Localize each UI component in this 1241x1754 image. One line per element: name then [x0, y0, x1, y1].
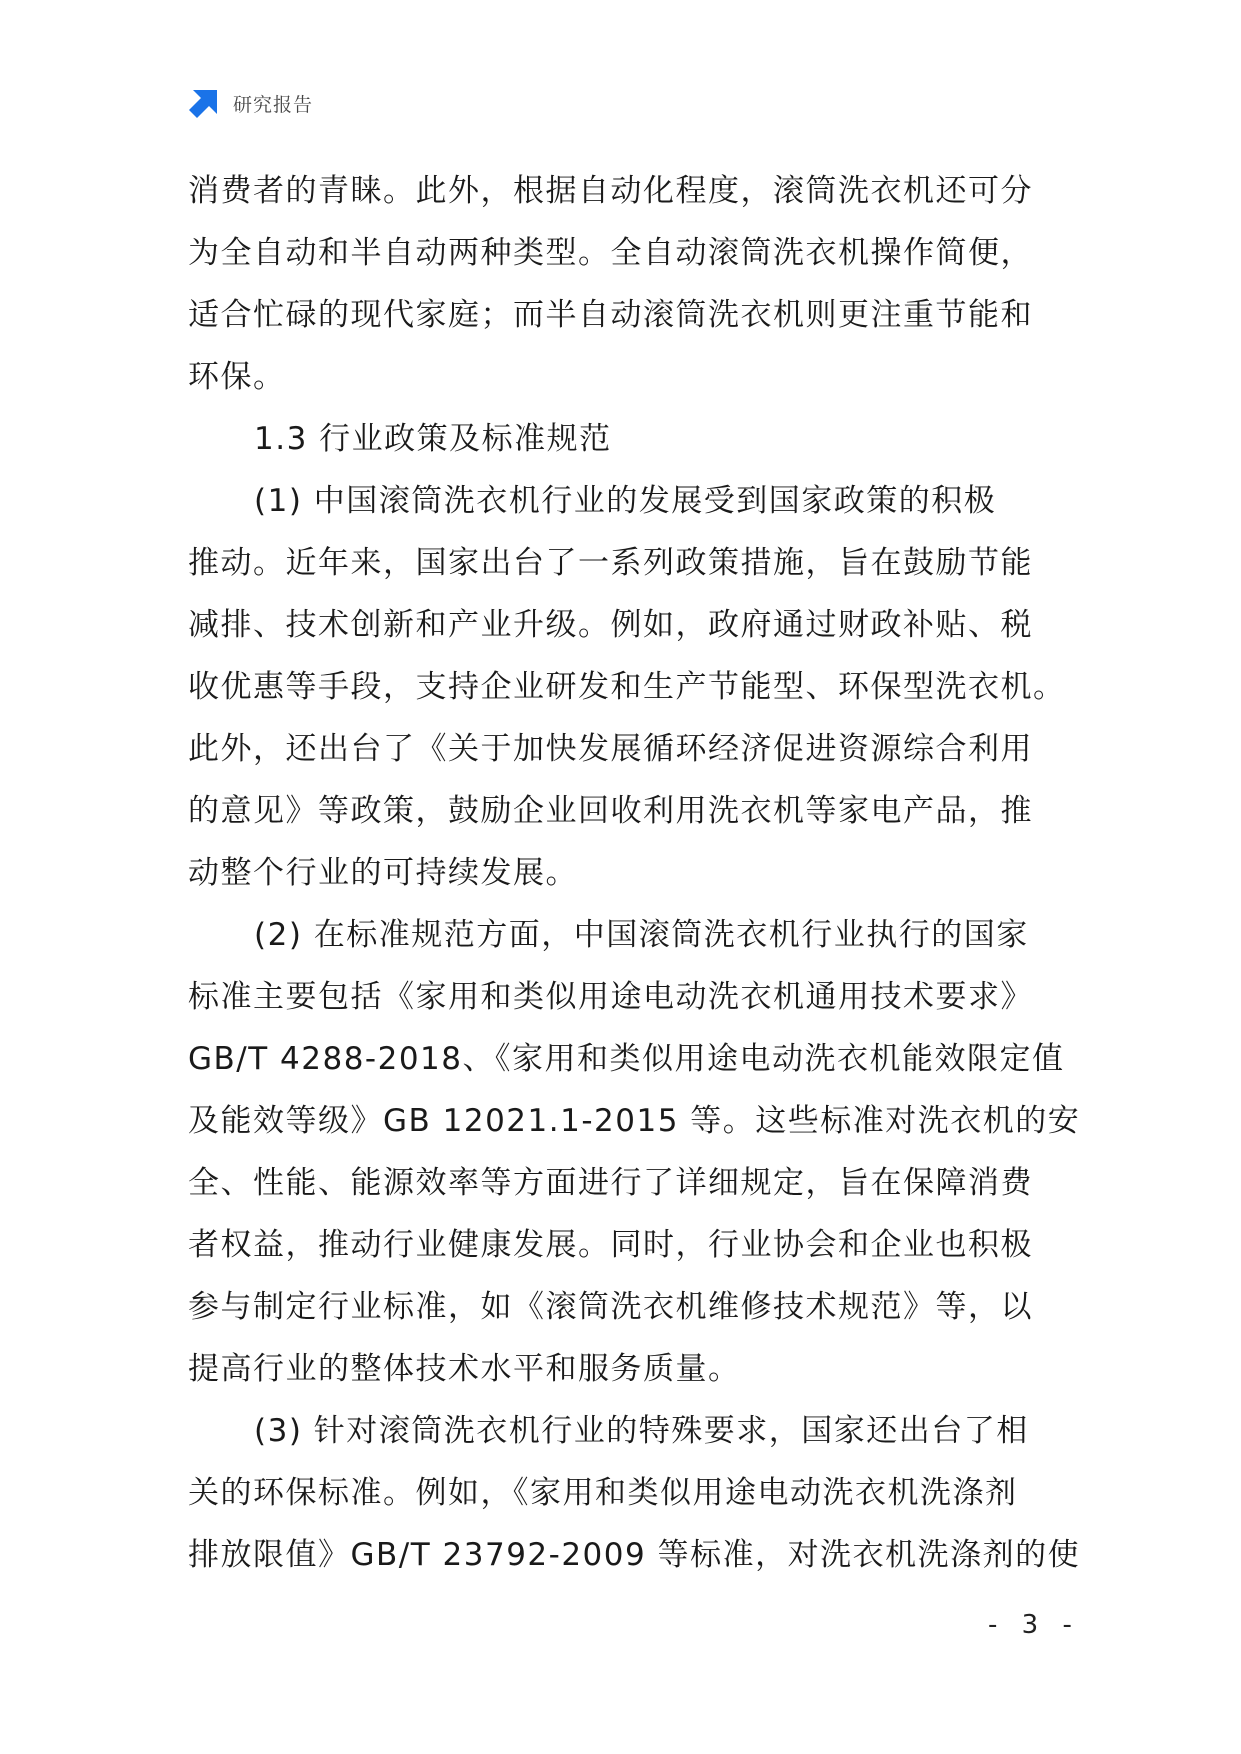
arrow-up-right-icon — [187, 86, 221, 120]
report-header — [187, 84, 313, 122]
text-line: 提高行业的整体技术水平和服务质量。 — [188, 1351, 741, 1387]
text-line: 动整个行业的可持续发展。 — [188, 855, 578, 891]
text-line: 及能效等级》GB 12021.1-2015 等。这些标准对洗衣机的安 — [188, 1103, 1081, 1139]
text-line: 消费者的青睐。此外，根据自动化程度，滚筒洗衣机还可分 — [188, 173, 1033, 209]
page-number: - 3 - — [988, 1610, 1080, 1640]
text-line: 参与制定行业标准，如《滚筒洗衣机维修技术规范》等，以 — [188, 1289, 1033, 1325]
text-line: 的意见》等政策，鼓励企业回收利用洗衣机等家电产品，推 — [188, 793, 1033, 829]
header-label: 研究报告 — [233, 93, 314, 116]
text-line: (3) 针对滚筒洗衣机行业的特殊要求，国家还出台了相 — [254, 1413, 1029, 1449]
text-line: 标准主要包括《家用和类似用途电动洗衣机通用技术要求》 — [188, 979, 1033, 1015]
text-line: 者权益，推动行业健康发展。同时，行业协会和企业也积极 — [188, 1227, 1033, 1263]
text-line: 环保。 — [188, 359, 286, 395]
text-line: 收优惠等手段，支持企业研发和生产节能型、环保型洗衣机。 — [188, 669, 1066, 705]
text-line: 推动。近年来，国家出台了一系列政策措施，旨在鼓励节能 — [188, 545, 1033, 581]
text-line: 全、性能、能源效率等方面进行了详细规定，旨在保障消费 — [188, 1165, 1033, 1201]
text-line: GB/T 4288-2018、《家用和类似用途电动洗衣机能效限定值 — [188, 1041, 1065, 1077]
text-line: 1.3 行业政策及标准规范 — [254, 421, 612, 457]
document-body — [188, 160, 1081, 1586]
text-line: (1) 中国滚筒洗衣机行业的发展受到国家政策的积极 — [254, 483, 997, 519]
text-line: 为全自动和半自动两种类型。全自动滚筒洗衣机操作简便， — [188, 235, 1033, 271]
text-line: (2) 在标准规范方面，中国滚筒洗衣机行业执行的国家 — [254, 917, 1029, 953]
text-line: 此外，还出台了《关于加快发展循环经济促进资源综合利用 — [188, 731, 1033, 767]
text-line: 适合忙碌的现代家庭；而半自动滚筒洗衣机则更注重节能和 — [188, 297, 1033, 333]
text-line: 排放限值》GB/T 23792-2009 等标准，对洗衣机洗涤剂的使 — [188, 1537, 1081, 1573]
text-line: 关的环保标准。例如，《家用和类似用途电动洗衣机洗涤剂 — [188, 1475, 1018, 1511]
text-line: 减排、技术创新和产业升级。例如，政府通过财政补贴、税 — [188, 607, 1033, 643]
